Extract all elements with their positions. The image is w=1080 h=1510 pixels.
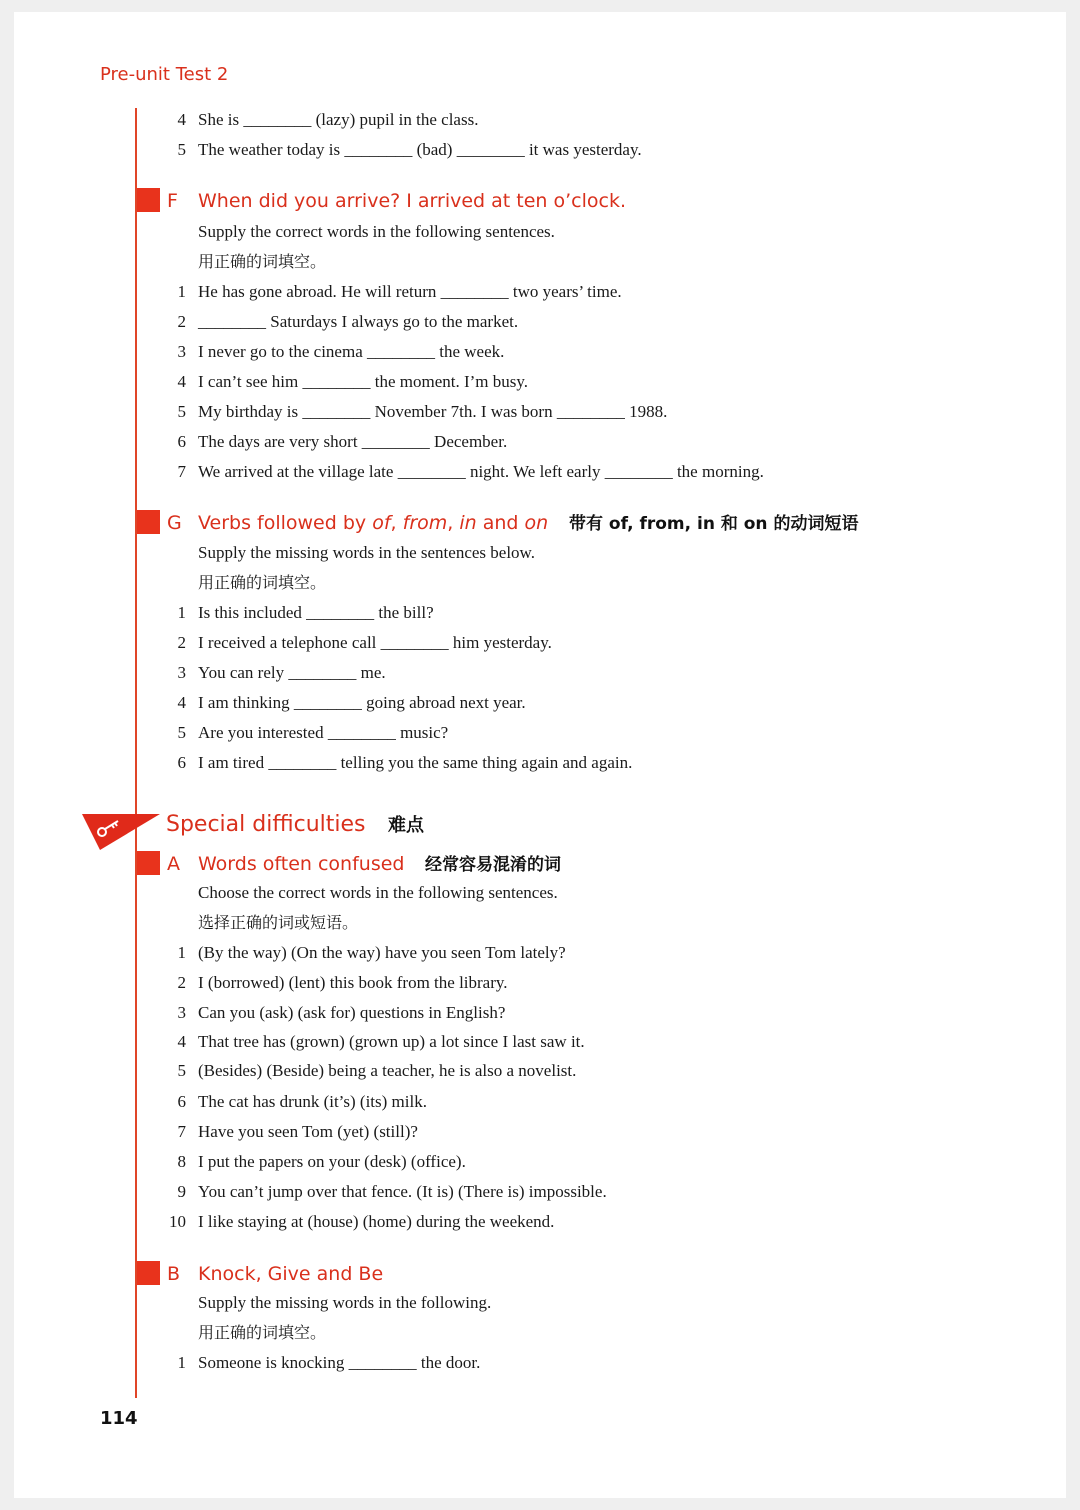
item-number: 1: [177, 1353, 186, 1372]
exercise-item: ________ Saturdays I always go to the market.: [198, 312, 519, 331]
item-number: 3: [177, 1003, 186, 1022]
item-number: 5: [177, 402, 186, 421]
exercise-item: My birthday is ________ November 7th. I was born ________ 1988.: [198, 402, 668, 421]
exercise-item: I am thinking ________ going abroad next year.: [198, 693, 526, 712]
section-title: Knock, Give and Be: [198, 1263, 384, 1285]
exercise-item: I put the papers on your (desk) (office).: [198, 1152, 466, 1171]
item-number: 8: [177, 1152, 186, 1171]
title-word-on: on: [524, 512, 549, 534]
exercise-item: You can’t jump over that fence. (It is) (There is) impossible.: [198, 1182, 607, 1201]
exercise-item: He has gone abroad. He will return ________ two years’ time.: [198, 282, 622, 301]
item-number: 5: [177, 723, 186, 742]
section-letter: A: [167, 853, 180, 875]
exercise-item: I received a telephone call ________ him yesterday.: [198, 633, 552, 652]
special-difficulties-title-zh: 难点: [388, 815, 424, 836]
section-instruction: Choose the correct words in the following sentences.: [198, 883, 558, 902]
exercise-item: I like staying at (house) (home) during the weekend.: [198, 1212, 555, 1231]
section-instruction-zh: 选择正确的词或短语。: [198, 913, 359, 932]
item-number: 9: [177, 1182, 186, 1201]
title-word-of: of: [372, 512, 391, 534]
title-word-from: from: [402, 512, 448, 534]
title-text: Verbs followed by: [198, 512, 373, 534]
margin-rule: [135, 108, 137, 1398]
item-number: 1: [177, 603, 186, 622]
exercise-item: Can you (ask) (ask for) questions in English?: [198, 1003, 506, 1022]
section-letter: F: [167, 190, 178, 212]
exercise-item: I never go to the cinema ________ the week.: [198, 342, 505, 361]
item-number: 4: [177, 1032, 186, 1051]
section-letter: G: [167, 512, 182, 534]
section-marker: [137, 1261, 160, 1285]
section-title: When did you arrive? I arrived at ten o’clock.: [198, 190, 627, 212]
section-instruction-zh: 用正确的词填空。: [198, 1323, 327, 1342]
item-number: 4: [177, 693, 186, 712]
section-title-zh: 带有 of, from, in 和 on 的动词短语: [569, 514, 859, 534]
page-number: 114: [100, 1408, 138, 1429]
page-header: Pre-unit Test 2: [100, 64, 229, 85]
exercise-item: Are you interested ________ music?: [198, 723, 449, 742]
item-number: 5: [177, 140, 186, 159]
item-number: 1: [177, 282, 186, 301]
section-letter: B: [167, 1263, 181, 1285]
item-number: 5: [177, 1061, 186, 1080]
title-word-in: in: [459, 512, 477, 534]
exercise-item: I (borrowed) (lent) this book from the library.: [198, 973, 508, 992]
section-title-zh: 经常容易混淆的词: [425, 855, 561, 875]
exercise-item: The weather today is ________ (bad) ________ it was yesterday.: [198, 140, 642, 159]
section-marker: [137, 510, 160, 534]
title-sep: ,: [390, 512, 403, 534]
exercise-item: Have you seen Tom (yet) (still)?: [198, 1122, 418, 1141]
section-instruction-zh: 用正确的词填空。: [198, 252, 327, 271]
item-number: 6: [177, 753, 186, 772]
section-marker: [137, 188, 160, 212]
exercise-item: You can rely ________ me.: [198, 663, 386, 682]
exercise-item: (By the way) (On the way) have you seen Tom lately?: [198, 943, 566, 962]
exercise-item: She is ________ (lazy) pupil in the class.: [198, 110, 479, 129]
item-number: 3: [177, 342, 186, 361]
item-number: 6: [177, 432, 186, 451]
item-number: 4: [177, 110, 186, 129]
exercise-item: Someone is knocking ________ the door.: [198, 1353, 481, 1372]
item-number: 3: [177, 663, 186, 682]
item-number: 4: [177, 372, 186, 391]
exercise-item: That tree has (grown) (grown up) a lot since I last saw it.: [198, 1032, 585, 1051]
item-number: 7: [177, 1122, 186, 1141]
item-number: 6: [177, 1092, 186, 1111]
item-number: 2: [177, 973, 186, 992]
section-title: [198, 510, 548, 536]
section-marker: [137, 851, 160, 875]
item-number: 1: [177, 943, 186, 962]
title-sep: and: [476, 512, 525, 534]
exercise-item: (Besides) (Beside) being a teacher, he is also a novelist.: [198, 1061, 577, 1080]
section-instruction: Supply the correct words in the following sentences.: [198, 222, 555, 241]
item-number: 7: [177, 462, 186, 481]
section-instruction-zh: 用正确的词填空。: [198, 573, 327, 592]
item-number: 2: [177, 312, 186, 331]
item-number: 10: [169, 1212, 186, 1231]
key-icon: [82, 812, 162, 852]
exercise-item: Is this included ________ the bill?: [198, 603, 434, 622]
exercise-item: We arrived at the village late ________ night. We left early ________ the morning.: [198, 462, 764, 481]
exercise-item: I am tired ________ telling you the same thing again and again.: [198, 753, 633, 772]
special-difficulties-title: Special difficulties: [166, 812, 366, 837]
section-instruction: Supply the missing words in the sentences below.: [198, 543, 535, 562]
item-number: 2: [177, 633, 186, 652]
exercise-item: The cat has drunk (it’s) (its) milk.: [198, 1092, 427, 1111]
exercise-item: The days are very short ________ December.: [198, 432, 508, 451]
section-instruction: Supply the missing words in the following.: [198, 1293, 492, 1312]
title-sep: ,: [447, 512, 460, 534]
section-title: Words often confused: [198, 853, 405, 875]
exercise-item: I can’t see him ________ the moment. I’m busy.: [198, 372, 529, 391]
